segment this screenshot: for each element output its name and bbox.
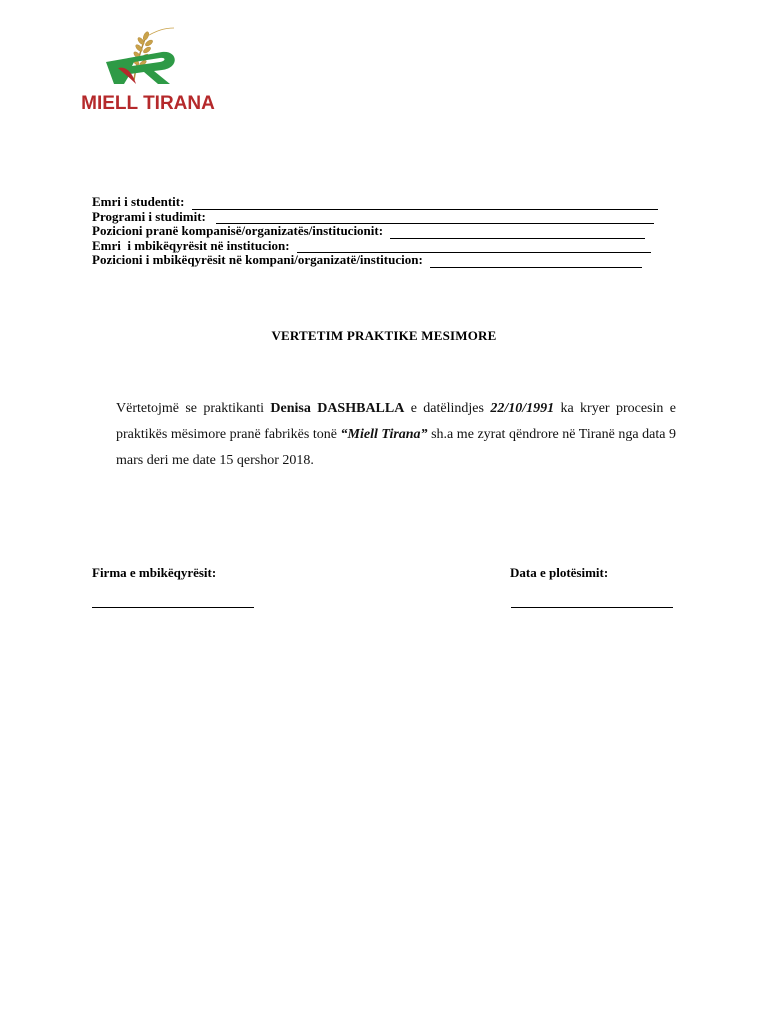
text-part: sh.a me zyrat qëndrore në Tiranë nga data 9 mars deri me date 15 qershor 2018. bbox=[116, 427, 676, 468]
text-part: e datëlindjes bbox=[404, 401, 491, 416]
field-study-program bbox=[92, 210, 677, 225]
certificate-paragraph bbox=[116, 396, 676, 474]
field-label: Programi i studimit: bbox=[92, 208, 213, 224]
form-fields bbox=[92, 195, 677, 268]
field-label: Pozicioni pranë kompanisë/organizatës/institucionit: bbox=[92, 223, 387, 239]
field-position-company bbox=[92, 224, 677, 239]
blank-line[interactable] bbox=[430, 257, 642, 268]
blank-line[interactable] bbox=[192, 199, 658, 210]
document-title: VERTETIM PRAKTIKE MESIMORE bbox=[271, 328, 497, 343]
field-label: Emri i mbikëqyrësit në institucion: bbox=[92, 237, 293, 253]
completion-date-line[interactable] bbox=[511, 607, 673, 608]
logo-text: MIELL TIRANA bbox=[81, 93, 215, 114]
blank-line[interactable] bbox=[390, 228, 645, 239]
miell-tirana-logo-graphic bbox=[62, 22, 232, 122]
text-part: ka kryer procesin e praktikës mësimore pranë fabrikës tonë bbox=[116, 401, 676, 442]
birth-date: 22/10/1991 bbox=[490, 401, 555, 416]
company-name: “Miell Tirana” bbox=[340, 427, 428, 442]
field-student-name bbox=[92, 195, 677, 210]
student-name: Denisa DASHBALLA bbox=[270, 401, 405, 416]
field-supervisor-name bbox=[92, 239, 677, 254]
text-part: Vërtetojmë se praktikanti bbox=[116, 401, 271, 416]
completion-date-label: Data e plotësimit: bbox=[510, 565, 609, 580]
field-label: Emri i studentit: bbox=[92, 194, 188, 209]
company-logo bbox=[62, 22, 232, 122]
field-supervisor-position bbox=[92, 253, 677, 268]
r-letter-icon bbox=[106, 52, 175, 84]
supervisor-signature-label: Firma e mbikëqyrësit: bbox=[92, 565, 217, 580]
supervisor-signature-line[interactable] bbox=[92, 607, 254, 608]
field-label: Pozicioni i mbikëqyrësit në kompani/organizatë/institucion: bbox=[92, 252, 427, 268]
